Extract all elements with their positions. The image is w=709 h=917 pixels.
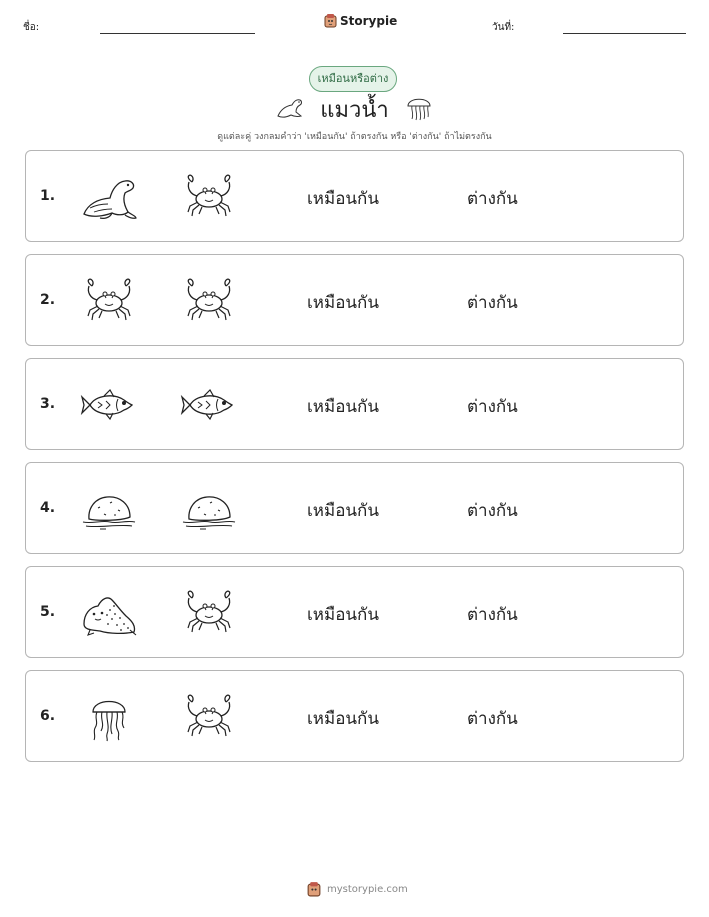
same-option[interactable]: เหมือนกัน xyxy=(307,397,379,417)
question-card xyxy=(25,670,684,762)
rock-icon xyxy=(80,484,138,534)
crab-icon xyxy=(80,276,138,326)
instructions: ดูแต่ละคู่ วงกลมคำว่า 'เหมือนกัน' ถ้าตรงกัน หรือ 'ต่างกัน' ถ้าไม่ตรงกัน xyxy=(217,132,492,142)
brand-name: Storypie xyxy=(340,13,398,28)
jellyfish-title-icon xyxy=(404,92,434,122)
question-number: 3. xyxy=(40,396,56,412)
question-card xyxy=(25,254,684,346)
sea-lion-icon xyxy=(80,172,138,222)
worksheet-title: แมวน้ำ xyxy=(320,98,389,123)
fish-icon xyxy=(180,380,238,430)
storypie-logo xyxy=(324,13,397,28)
storypie-mascot-icon xyxy=(324,13,337,28)
crab-icon xyxy=(180,588,238,638)
different-option[interactable]: ต่างกัน xyxy=(467,293,518,313)
different-option[interactable]: ต่างกัน xyxy=(467,189,518,209)
fish-icon xyxy=(80,380,138,430)
question-number: 6. xyxy=(40,708,56,724)
same-option[interactable]: เหมือนกัน xyxy=(307,709,379,729)
date-line[interactable] xyxy=(563,33,686,34)
rock-icon xyxy=(180,484,238,534)
worksheet-type-badge: เหมือนหรือต่าง xyxy=(309,66,397,92)
footer xyxy=(307,881,408,897)
footer-site: mystorypie.com xyxy=(327,883,408,895)
question-number: 1. xyxy=(40,188,56,204)
same-option[interactable]: เหมือนกัน xyxy=(307,501,379,521)
crab-icon xyxy=(180,692,238,742)
different-option[interactable]: ต่างกัน xyxy=(467,709,518,729)
storypie-footer-icon xyxy=(307,881,321,897)
question-number: 2. xyxy=(40,292,56,308)
date-label: วันที่: xyxy=(492,22,515,33)
same-option[interactable]: เหมือนกัน xyxy=(307,605,379,625)
question-number: 4. xyxy=(40,500,56,516)
name-line[interactable] xyxy=(100,33,255,34)
question-card xyxy=(25,462,684,554)
question-card xyxy=(25,358,684,450)
name-label: ชื่อ: xyxy=(23,22,40,33)
question-card xyxy=(25,566,684,658)
question-number: 5. xyxy=(40,604,56,620)
jellyfish-icon xyxy=(80,692,138,742)
different-option[interactable]: ต่างกัน xyxy=(467,605,518,625)
same-option[interactable]: เหมือนกัน xyxy=(307,189,379,209)
different-option[interactable]: ต่างกัน xyxy=(467,397,518,417)
question-card xyxy=(25,150,684,242)
same-option[interactable]: เหมือนกัน xyxy=(307,293,379,313)
crab-icon xyxy=(180,276,238,326)
crab-icon xyxy=(180,172,238,222)
different-option[interactable]: ต่างกัน xyxy=(467,501,518,521)
spotted-seal-icon xyxy=(80,588,138,638)
